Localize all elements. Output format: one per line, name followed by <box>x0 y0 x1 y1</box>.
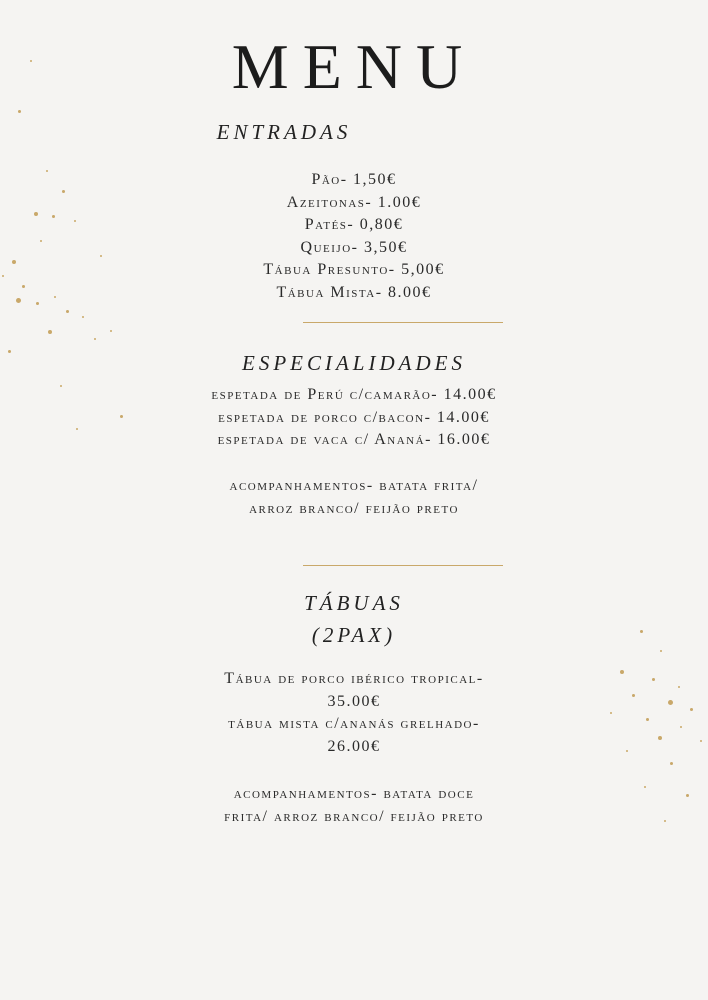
section-divider <box>303 565 503 566</box>
list-item: Azeitonas- 1.00€ <box>286 193 422 211</box>
list-item: Tábua de porco ibérico tropical- <box>224 670 484 687</box>
sides-line: frita/ arroz branco/ feijão preto <box>224 807 484 825</box>
especialidades-heading: ESPECIALIDADES <box>242 351 466 375</box>
list-item: Tábua Presunto- 5,00€ <box>263 261 445 278</box>
tabuas-heading: TÁBUAS <box>304 591 404 615</box>
section-divider <box>303 322 503 323</box>
sides-line: acompanhamentos- batata doce <box>233 785 475 802</box>
list-item: tábua mista c/ananás grelhado- <box>228 715 480 732</box>
especialidades-sides <box>0 475 708 520</box>
list-item: Queijo- 3,50€ <box>300 238 408 256</box>
list-item: espetada de vaca c/ Ananá- 16.00€ <box>217 431 491 448</box>
tabuas-subheading: (2PAX) <box>311 623 397 647</box>
tabuas-sides <box>0 783 708 828</box>
entradas-heading: ENTRADAS <box>216 120 352 144</box>
sides-line: acompanhamentos- batata frita/ <box>229 477 479 494</box>
list-item: espetada de porco c/bacon- 14.00€ <box>218 408 490 426</box>
list-item: Tábua Mista- 8.00€ <box>276 283 432 301</box>
especialidades-list <box>0 384 708 452</box>
entradas-list <box>0 169 708 304</box>
list-item: Pão- 1,50€ <box>311 171 397 188</box>
list-item: espetada de Perú c/camarão- 14.00€ <box>211 386 497 403</box>
list-item-price: 26.00€ <box>327 737 381 755</box>
list-item-price: 35.00€ <box>327 692 381 710</box>
tabuas-list <box>0 668 708 758</box>
menu-title: MENU <box>231 31 477 102</box>
sides-line: arroz branco/ feijão preto <box>249 499 459 517</box>
list-item: Patés- 0,80€ <box>304 216 404 233</box>
